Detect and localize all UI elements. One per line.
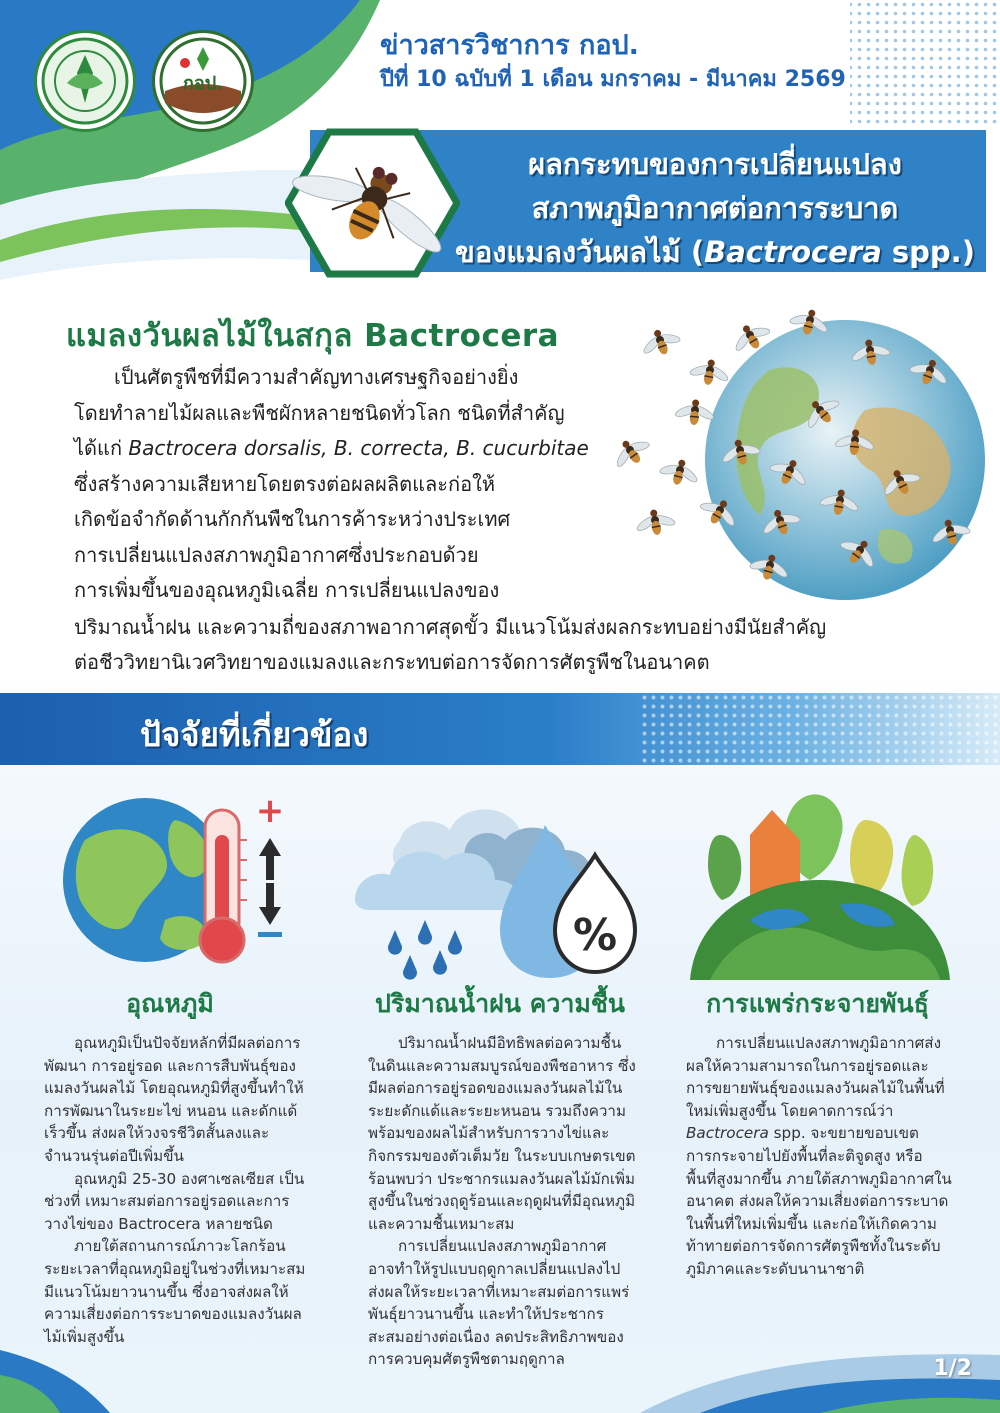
intro-line: ซึ่งสร้างความเสียหายโดยตรงต่อผลผลิตและก่อให้	[74, 471, 496, 496]
globe-with-flies-illustration	[600, 300, 990, 600]
spread-text	[686, 1032, 952, 1281]
spread-title: การแพร่กระจายพันธุ์	[706, 989, 929, 1018]
article-title	[445, 142, 985, 274]
spread-genus: Bactrocera	[686, 1124, 769, 1143]
newsletter-title: ข่าวสารวิชาการ กอป.	[380, 30, 639, 61]
section-title: ปัจจัยที่เกี่ยวข้อง	[140, 715, 369, 754]
species-prefix: ได้แก่	[74, 436, 129, 460]
intro-paragraph	[74, 360, 594, 609]
footer-wave	[0, 1320, 1000, 1413]
minus-icon	[258, 932, 282, 937]
intro-line: ปริมาณน้ำฝน และความถี่ของสภาพอากาศสุดขั้ว มีแนวโน้มส่งผลกระทบอย่างมีนัยสำคัญ	[74, 615, 827, 639]
rain-paragraph: ปริมาณน้ำฝนมีอิทธิพลต่อความชื้นในดินและความสมบูรณ์ของพืชอาหาร ซึ่งมีผลต่อการอยู่รอดของแมลงวันผลไม้ในระยะดักแด้และระยะหนอน รวมถึงความพร้อมของผลไม้สำหรับการวางไข่และกิจกรรมของตัวเต็มวัย ในระบบเกษตรเขตร้อนพบว่า ประชากรแมลงวันผลไม้มักเพิ่มสูงขึ้นในช่วงฤดูร้อนและฤดูฝนที่มีอุณหภูมิและความชื้นเหมาะสม	[368, 1034, 636, 1233]
intro-line: การเปลี่ยนแปลงสภาพภูมิอากาศซึ่งประกอบด้วย	[74, 542, 479, 567]
page-number: 1/2	[933, 1356, 972, 1381]
title-line-3	[445, 230, 985, 274]
arrow-down-icon	[259, 883, 281, 925]
trees-globe-icon	[690, 780, 950, 980]
fruit-fly-icon	[285, 128, 460, 278]
title-genus: Bactrocera	[704, 235, 882, 269]
raindrops-icon	[388, 920, 462, 980]
species-list: Bactrocera dorsalis, B. correcta, B. cucurbitae	[128, 436, 589, 460]
intro-line: เป็นศัตรูพืชที่มีความสำคัญทางเศรษฐกิจอย่างยิ่ง	[114, 365, 519, 389]
title-line-2: สภาพภูมิอากาศต่อการระบาด	[531, 191, 899, 225]
doae-logo	[34, 30, 136, 132]
spread-text-part: การเปลี่ยนแปลงสภาพภูมิอากาศส่งผลให้ความสามารถในการอยู่รอดและการขยายพันธุ์ของแมลงวันผลไม้ในพื้นที่ใหม่เพิ่มสูงขึ้น โดยคาดการณ์ว่า	[686, 1034, 945, 1120]
emblem-icon	[37, 33, 133, 129]
title-line-1: ผลกระทบของการเปลี่ยนแปลง	[528, 147, 902, 181]
percent-icon: %	[572, 910, 618, 961]
temperature-paragraph: อุณหภูมิเป็นปัจจัยหลักที่มีผลต่อการพัฒนา การอยู่รอด และการสืบพันธุ์ของแมลงวันผลไม้ โดยอุณหภูมิที่สูงขึ้นทำให้การพัฒนาในระยะไข่ หนอน และดักแด้เร็วขึ้น ส่งผลให้วงจรชีวิตสั้นลงและจำนวนรุ่นต่อปีเพิ่มขึ้น	[44, 1034, 304, 1165]
logo-text: กอป.	[183, 73, 223, 94]
plus-icon: +	[255, 791, 285, 831]
spread-text-part: spp. จะขยายขอบเขตการกระจายไปยังพื้นที่ละติจูดสูง หรือพื้นที่สูงมากขึ้น ภายใต้สภาพภูมิอากาศในอนาคต ส่งผลให้ความเสี่ยงต่อการระบาดในพื้นที่ใหม่เพิ่มขึ้น และก่อให้เกิดความท้าทายต่อการจัดการศัตรูพืชทั้งในระดับภูมิภาคและระดับนานาชาติ	[686, 1124, 952, 1278]
title-line-3-prefix: ของแมลงวันผลไม้ (	[455, 235, 705, 269]
intro-line: ต่อชีววิทยานิเวศวิทยาของแมลงและกระทบต่อการจัดการศัตรูพืชในอนาคต	[74, 650, 710, 674]
pppo-logo	[152, 30, 254, 132]
temperature-title: อุณหภูมิ	[126, 989, 214, 1018]
rain-paragraph: การเปลี่ยนแปลงสภาพภูมิอากาศ อาจทำให้รูปแบบฤดูกาลเปลี่ยนแปลงไป ส่งผลให้ระยะเวลาที่เหมาะสมต่อการแพร่พันธุ์ยาวนานขึ้น และทำให้ประชากรสะสมอย่างต่อเนื่อง ลดประสิทธิภาพของการควบคุมศัตรูพืชตามฤดูกาล	[368, 1237, 630, 1369]
rain-illustration	[355, 780, 645, 980]
temperature-text	[44, 1032, 309, 1348]
spread-paragraph	[686, 1032, 952, 1281]
thermometer-icon	[200, 810, 247, 962]
intro-heading: แมลงวันผลไม้ในสกุล Bactrocera	[66, 318, 560, 354]
intro-line-species	[74, 431, 594, 467]
rain-title: ปริมาณน้ำฝน ความชื้น	[375, 989, 625, 1018]
logo-emblem-icon	[155, 33, 251, 129]
intro-line: การเพิ่มขึ้นของอุณหภูมิเฉลี่ย การเปลี่ยนแปลงของ	[74, 578, 500, 602]
temperature-illustration	[55, 780, 295, 980]
issue-line: ปีที่ 10 ฉบับที่ 1 เดือน มกราคม - มีนาคม 2569	[380, 67, 846, 92]
band-dot-pattern	[640, 693, 1000, 765]
arrow-up-icon	[259, 838, 281, 880]
intro-line: โดยทำลายไม้ผลและพืชผักหลายชนิดทั่วโลก ชนิดที่สำคัญ	[74, 400, 565, 425]
title-line-3-suffix: spp.)	[881, 235, 975, 269]
intro-continuation	[74, 610, 964, 680]
temperature-paragraph: ภายใต้สถานการณ์ภาวะโลกร้อน ระยะเวลาที่อุณหภูมิอยู่ในช่วงที่เหมาะสมมีแนวโน้มยาวนานขึ้น ซึ่งอาจส่งผลให้ความเสี่ยงต่อการระบาดของแมลงวันผลไม้เพิ่มสูงขึ้น	[44, 1237, 306, 1346]
issue-header	[380, 28, 846, 96]
temperature-paragraph: อุณหภูมิ 25-30 องศาเซลเซียส เป็นช่วงที่ เหมาะสมต่อการอยู่รอดและการวางไข่ของ Bactrocera หลายชนิด	[44, 1169, 305, 1233]
intro-line: เกิดข้อจำกัดด้านกักกันพืชในการค้าระหว่างประเทศ	[74, 507, 511, 531]
